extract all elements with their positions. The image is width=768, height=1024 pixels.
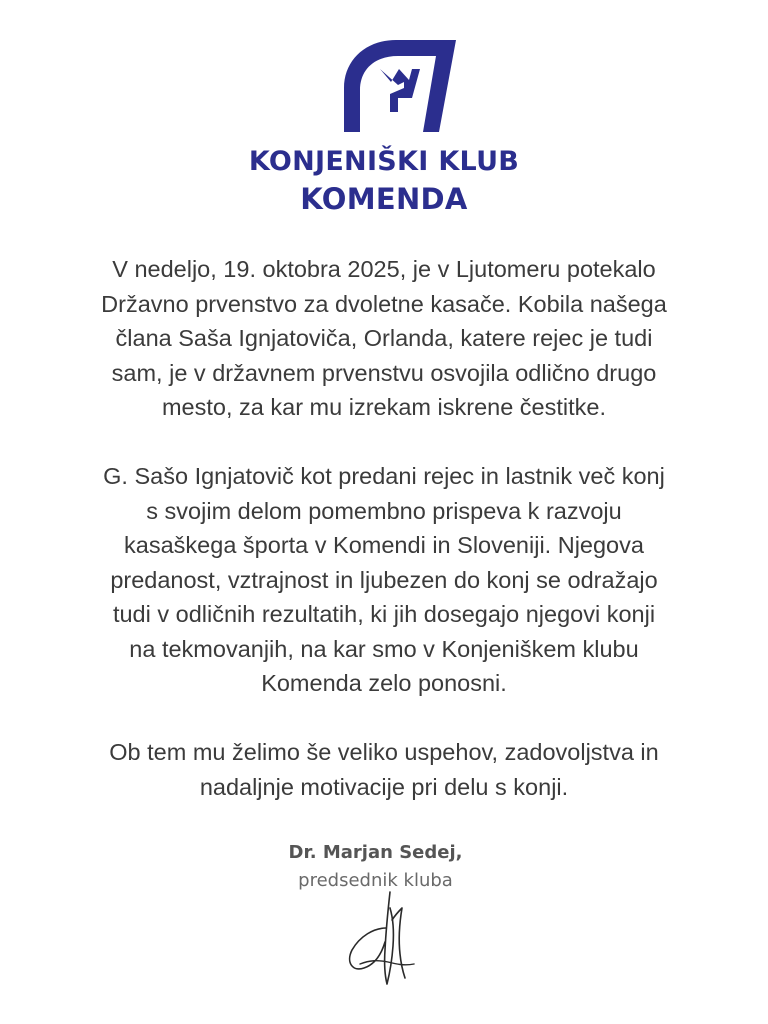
paragraph-2: [40, 459, 728, 701]
text-line: mesto, za kar mu izrekam iskrene čestitke.: [161, 394, 607, 420]
logo-text-line2: KOMENDA: [300, 182, 468, 216]
horse-head-logo-icon: [336, 36, 460, 132]
text-line: nadaljnje motivacije pri delu s konji.: [199, 773, 569, 800]
paragraph-3: [40, 735, 728, 804]
text-line: tudi v odličnih rezultatih, ki jih dosegajo njegovi konji: [112, 601, 656, 627]
letter-body: [40, 252, 728, 839]
text-line: člana Saša Ignjatoviča, Orlanda, katere rejec je tudi: [115, 325, 653, 351]
club-logo: [0, 0, 768, 225]
text-line: V nedeljo, 19. oktobra 2025, je v Ljutomeru potekalo: [112, 256, 656, 282]
text-line: s svojim delom pomembno prispeva k razvoju: [146, 497, 622, 524]
text-line: predanost, vztrajnost in ljubezen do konj se odražajo: [110, 566, 658, 593]
signatory-name: Dr. Marjan Sedej,: [288, 842, 463, 863]
logo-text-line1: KONJENIŠKI KLUB: [248, 146, 520, 177]
text-line: G. Sašo Ignjatovič kot predani rejec in lastnik več konj: [103, 463, 665, 489]
text-line: na tekmovanjih, na kar smo v Konjeniškem klubu: [129, 635, 639, 662]
signatory-role: predsednik kluba: [298, 870, 453, 891]
text-line: kasaškega športa v Komendi in Sloveniji. Njegova: [124, 532, 644, 558]
handwritten-signature: [330, 880, 440, 990]
text-line: sam, je v državnem prvenstvu osvojila odlično drugo: [111, 359, 657, 386]
text-line: Komenda zelo ponosni.: [261, 670, 507, 696]
text-line: Ob tem mu želimo še veliko uspehov, zadovoljstva in: [109, 739, 659, 765]
paragraph-1: [40, 252, 728, 425]
text-line: Državno prvenstvo za dvoletne kasače. Kobila našega: [101, 290, 667, 317]
